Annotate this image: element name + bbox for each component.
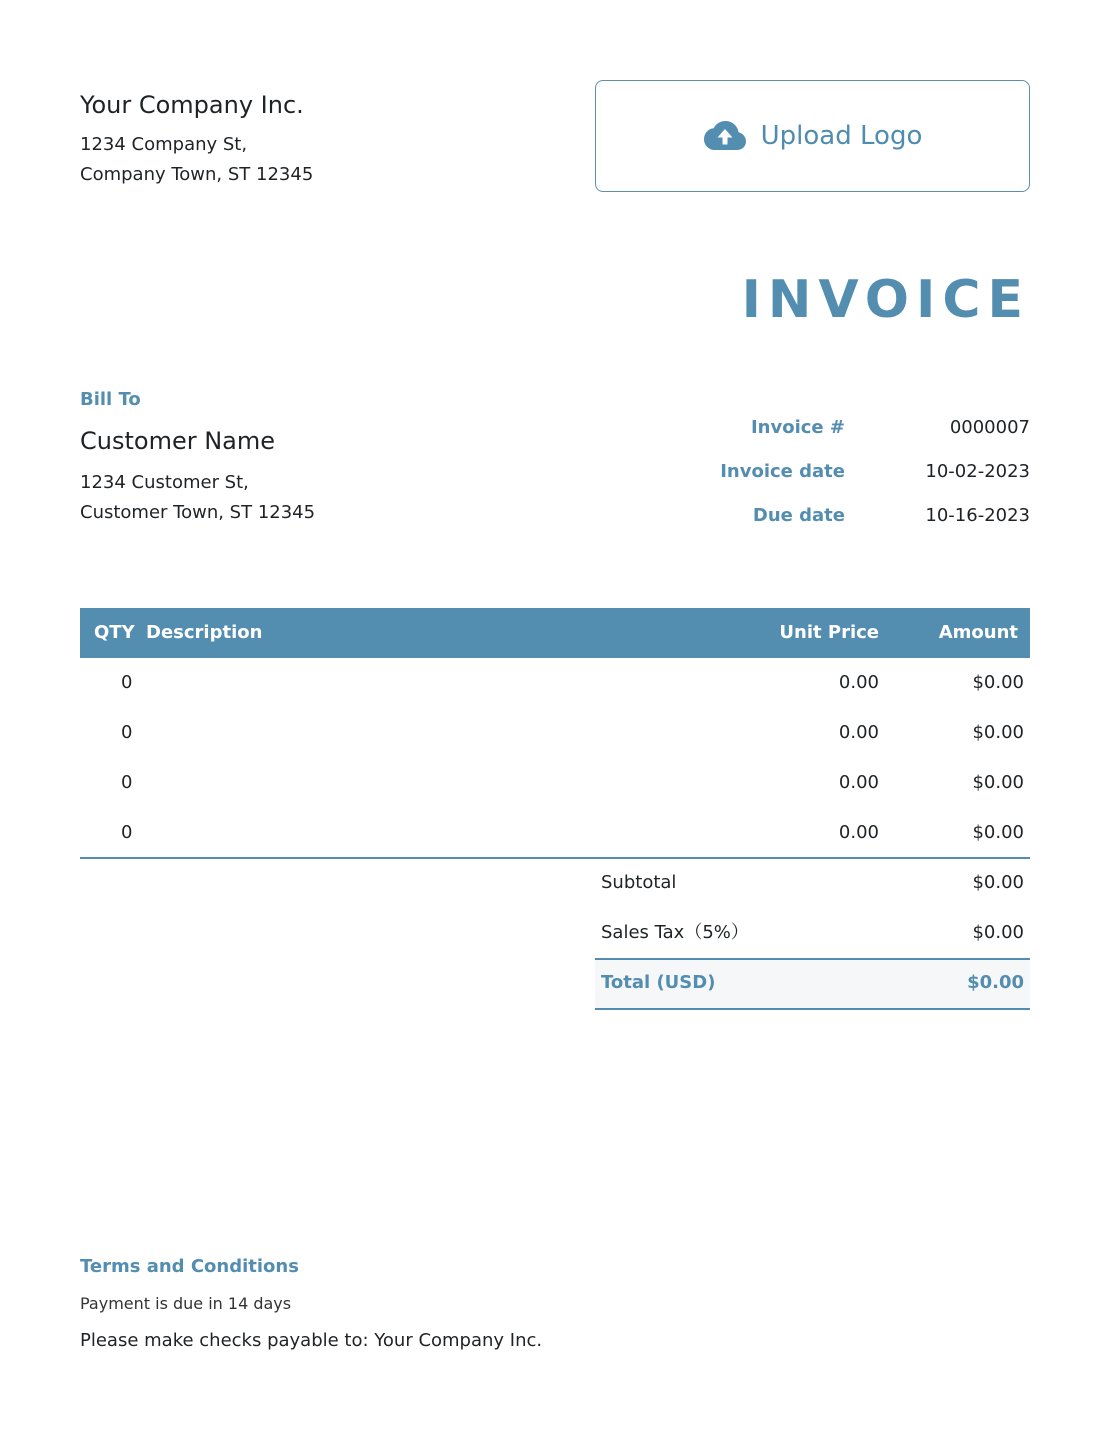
terms-checks-payable[interactable]: Please make checks payable to: Your Company Inc. [80,1330,543,1351]
row-amount: $0.00 [972,772,1024,793]
customer-address-line2[interactable]: Customer Town, ST 12345 [80,502,316,523]
upload-logo-label: Upload Logo [760,121,923,151]
subtotal-label: Subtotal [601,872,677,893]
invoice-date-label: Invoice date [720,461,845,482]
sales-tax-value: $0.00 [972,922,1024,943]
table-divider [80,857,1030,859]
company-address-line2[interactable]: Company Town, ST 12345 [80,164,314,185]
row-qty[interactable]: 0 [121,822,133,843]
due-date-value[interactable]: 10-16-2023 [925,505,1030,526]
row-amount: $0.00 [972,722,1024,743]
row-unit-price[interactable]: 0.00 [838,772,879,793]
row-amount: $0.00 [972,822,1024,843]
cloud-upload-icon [703,120,747,152]
header-unit-price: Unit Price [779,622,879,643]
bill-to-label: Bill To [80,389,141,410]
row-qty[interactable]: 0 [121,772,133,793]
terms-payment-due[interactable]: Payment is due in 14 days [80,1294,292,1313]
invoice-date-value[interactable]: 10-02-2023 [925,461,1030,482]
row-qty[interactable]: 0 [121,722,133,743]
row-unit-price[interactable]: 0.00 [838,822,879,843]
header-qty: QTY [94,622,135,643]
row-unit-price[interactable]: 0.00 [838,672,879,693]
total-value: $0.00 [967,972,1024,993]
items-table-header [80,608,1030,658]
row-qty[interactable]: 0 [121,672,133,693]
upload-logo-button[interactable] [595,80,1030,192]
company-address-line1[interactable]: 1234 Company St, [80,134,248,155]
sales-tax-label[interactable]: Sales Tax（5%） [601,922,749,943]
header-amount: Amount [938,622,1018,643]
invoice-number-label: Invoice # [750,417,845,438]
due-date-label: Due date [752,505,845,526]
customer-name[interactable]: Customer Name [80,427,276,455]
row-amount: $0.00 [972,672,1024,693]
invoice-title: INVOICE [741,270,1030,330]
terms-title: Terms and Conditions [80,1256,299,1277]
customer-address-line1[interactable]: 1234 Customer St, [80,472,249,493]
company-name[interactable]: Your Company Inc. [80,91,304,119]
invoice-number-value[interactable]: 0000007 [949,417,1030,438]
row-unit-price[interactable]: 0.00 [838,722,879,743]
total-label: Total (USD) [601,972,716,993]
header-description: Description [146,622,263,643]
subtotal-value: $0.00 [972,872,1024,893]
